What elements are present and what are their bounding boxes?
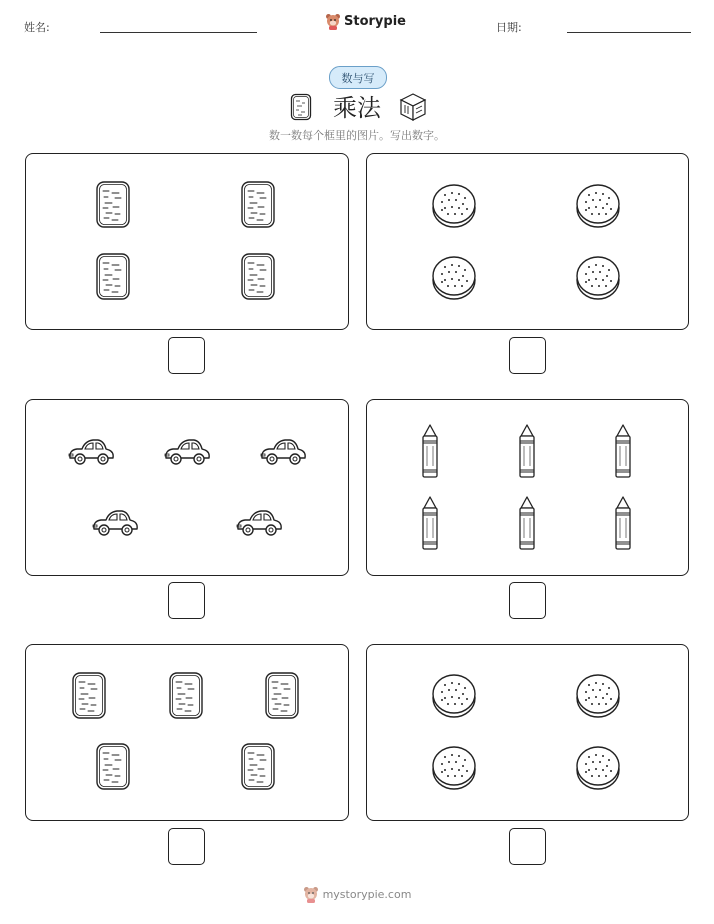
footer	[0, 886, 714, 903]
crayon-icon	[613, 424, 633, 478]
count-panel-2	[366, 153, 689, 330]
toy-car-icon	[163, 432, 211, 466]
cookie-icon	[576, 182, 622, 230]
bear-mascot-icon	[303, 886, 319, 903]
cookie-icon	[432, 744, 478, 792]
cookie-icon	[576, 744, 622, 792]
date-line[interactable]	[567, 32, 691, 33]
category-badge: 数与写	[329, 66, 387, 89]
cracker-icon	[95, 252, 131, 302]
instructions: 数一数每个框里的图片。写出数字。	[269, 129, 445, 142]
crayon-icon	[420, 424, 440, 478]
answer-box-1[interactable]	[168, 337, 205, 374]
bear-mascot-icon	[325, 13, 341, 30]
cookie-icon	[432, 254, 478, 302]
brand-logo	[325, 13, 406, 30]
name-line[interactable]	[100, 32, 257, 33]
cracker-icon	[240, 180, 276, 230]
toy-car-icon	[67, 432, 115, 466]
cracker-icon	[95, 742, 131, 792]
block-cube-icon	[399, 92, 427, 122]
count-panel-3	[25, 399, 349, 576]
cracker-icon	[290, 93, 312, 121]
date-label: 日期:	[496, 21, 522, 34]
cracker-icon	[95, 180, 131, 230]
cookie-icon	[432, 182, 478, 230]
answer-box-6[interactable]	[509, 828, 546, 865]
cracker-icon	[240, 742, 276, 792]
toy-car-icon	[91, 503, 139, 537]
cracker-icon	[240, 252, 276, 302]
answer-box-5[interactable]	[168, 828, 205, 865]
page-title: 乘法	[333, 94, 381, 122]
crayon-icon	[517, 424, 537, 478]
footer-url[interactable]: mystorypie.com	[322, 888, 412, 901]
crayon-icon	[517, 496, 537, 550]
cookie-icon	[576, 672, 622, 720]
cracker-icon	[71, 671, 107, 721]
cookie-icon	[432, 672, 478, 720]
answer-box-3[interactable]	[168, 582, 205, 619]
toy-car-icon	[235, 503, 283, 537]
brand-name: Storypie	[344, 14, 406, 29]
cracker-icon	[264, 671, 300, 721]
name-label: 姓名:	[24, 21, 50, 34]
answer-box-2[interactable]	[509, 337, 546, 374]
crayon-icon	[420, 496, 440, 550]
toy-car-icon	[259, 432, 307, 466]
count-panel-1	[25, 153, 349, 330]
count-panel-6	[366, 644, 689, 821]
cracker-icon	[168, 671, 204, 721]
crayon-icon	[613, 496, 633, 550]
answer-box-4[interactable]	[509, 582, 546, 619]
cookie-icon	[576, 254, 622, 302]
